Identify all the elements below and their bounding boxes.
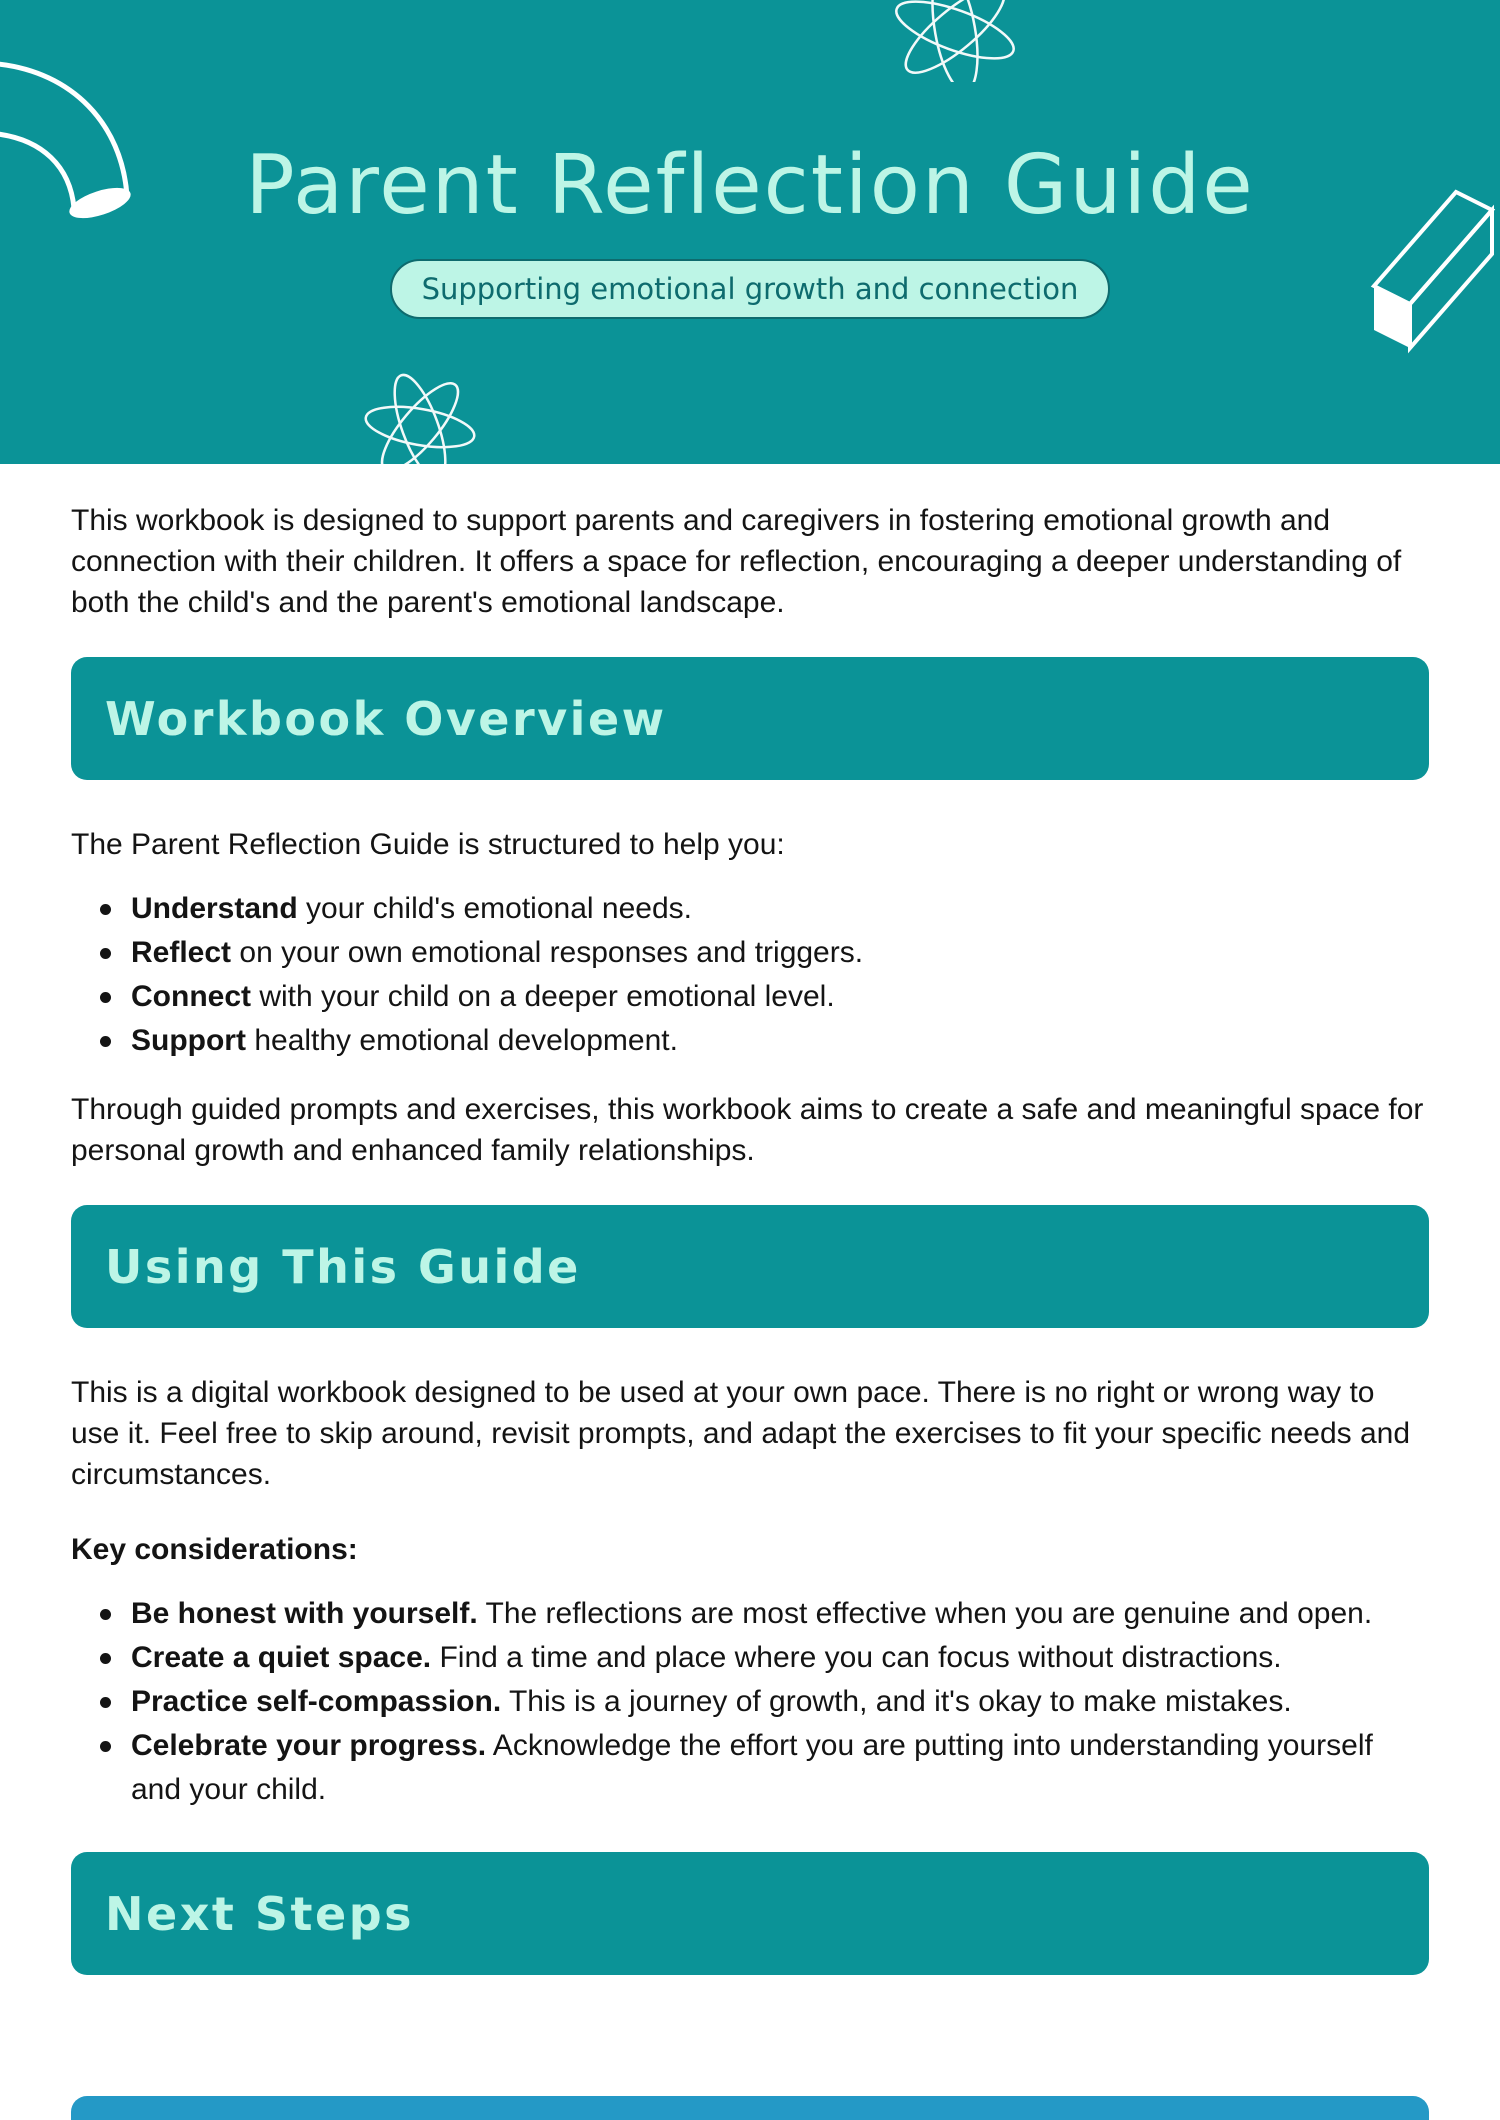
- section-header-using-this-guide: [71, 1205, 1429, 1328]
- bullet-text: The reflections are most effective when you are genuine and open.: [477, 1597, 1373, 1630]
- bullet-term: Reflect: [131, 936, 232, 969]
- bullet-text: This is a journey of growth, and it's okay to make mistakes.: [501, 1685, 1292, 1718]
- key-considerations-label: Key considerations:: [71, 1533, 358, 1566]
- bullet-term: Create a quiet space.: [131, 1641, 432, 1674]
- intro-paragraph: This workbook is designed to support parents and caregivers in fostering emotional growth and connection with their children. It offers a space for reflection, encouraging a deeper understanding of both the child's and the parent's emotional landscape.: [71, 504, 1402, 619]
- page-title: Parent Reflection Guide: [245, 138, 1255, 233]
- bullet-term: Celebrate your progress.: [131, 1729, 487, 1762]
- header-banner: [0, 0, 1500, 464]
- bullet-text: Acknowledge the effort you are putting into understanding yourself and your child.: [131, 1729, 1373, 1806]
- overview-bullet-list: [71, 887, 1429, 1063]
- list-item: [131, 975, 1429, 1019]
- bullet-term: Practice self-compassion.: [131, 1685, 502, 1718]
- section-title: Workbook Overview: [105, 691, 667, 746]
- list-item: [131, 1592, 1429, 1636]
- bullet-term: Understand: [131, 892, 298, 925]
- bullet-text: your child's emotional needs.: [297, 892, 692, 925]
- bullet-term: Support: [131, 1024, 246, 1057]
- bullet-term: Be honest with yourself.: [131, 1597, 478, 1630]
- list-item: [131, 1019, 1429, 1063]
- next-section-box-partial: [71, 2096, 1429, 2120]
- guide-bullet-list: [71, 1592, 1429, 1812]
- bullet-text: Find a time and place where you can focus without distractions.: [431, 1641, 1282, 1674]
- section-header-workbook-overview: [71, 657, 1429, 780]
- subtitle-badge: Supporting emotional growth and connection: [390, 259, 1111, 319]
- list-item: [131, 1636, 1429, 1680]
- section-title: Next Steps: [105, 1886, 414, 1941]
- content-area: [0, 500, 1500, 1975]
- overview-closing-paragraph: Through guided prompts and exercises, this workbook aims to create a safe and meaningful space for personal growth and enhanced family relationships.: [71, 1093, 1424, 1167]
- guide-lead-paragraph: This is a digital workbook designed to be used at your own pace. There is no right or wrong way to use it. Feel free to skip around, revisit prompts, and adapt the exercises to fit your specific needs and circumstances.: [71, 1376, 1411, 1491]
- list-item: [131, 1724, 1429, 1812]
- bullet-term: Connect: [131, 980, 251, 1013]
- list-item: [131, 887, 1429, 931]
- section-header-next-steps: [71, 1852, 1429, 1975]
- bullet-text: with your child on a deeper emotional level.: [251, 980, 835, 1013]
- bullet-text: healthy emotional development.: [245, 1024, 678, 1057]
- atom-icon: [345, 372, 495, 464]
- bullet-text: on your own emotional responses and triggers.: [231, 936, 864, 969]
- list-item: [131, 1680, 1429, 1724]
- overview-lead-paragraph: The Parent Reflection Guide is structured to help you:: [71, 828, 785, 861]
- list-item: [131, 931, 1429, 975]
- section-title: Using This Guide: [105, 1239, 581, 1294]
